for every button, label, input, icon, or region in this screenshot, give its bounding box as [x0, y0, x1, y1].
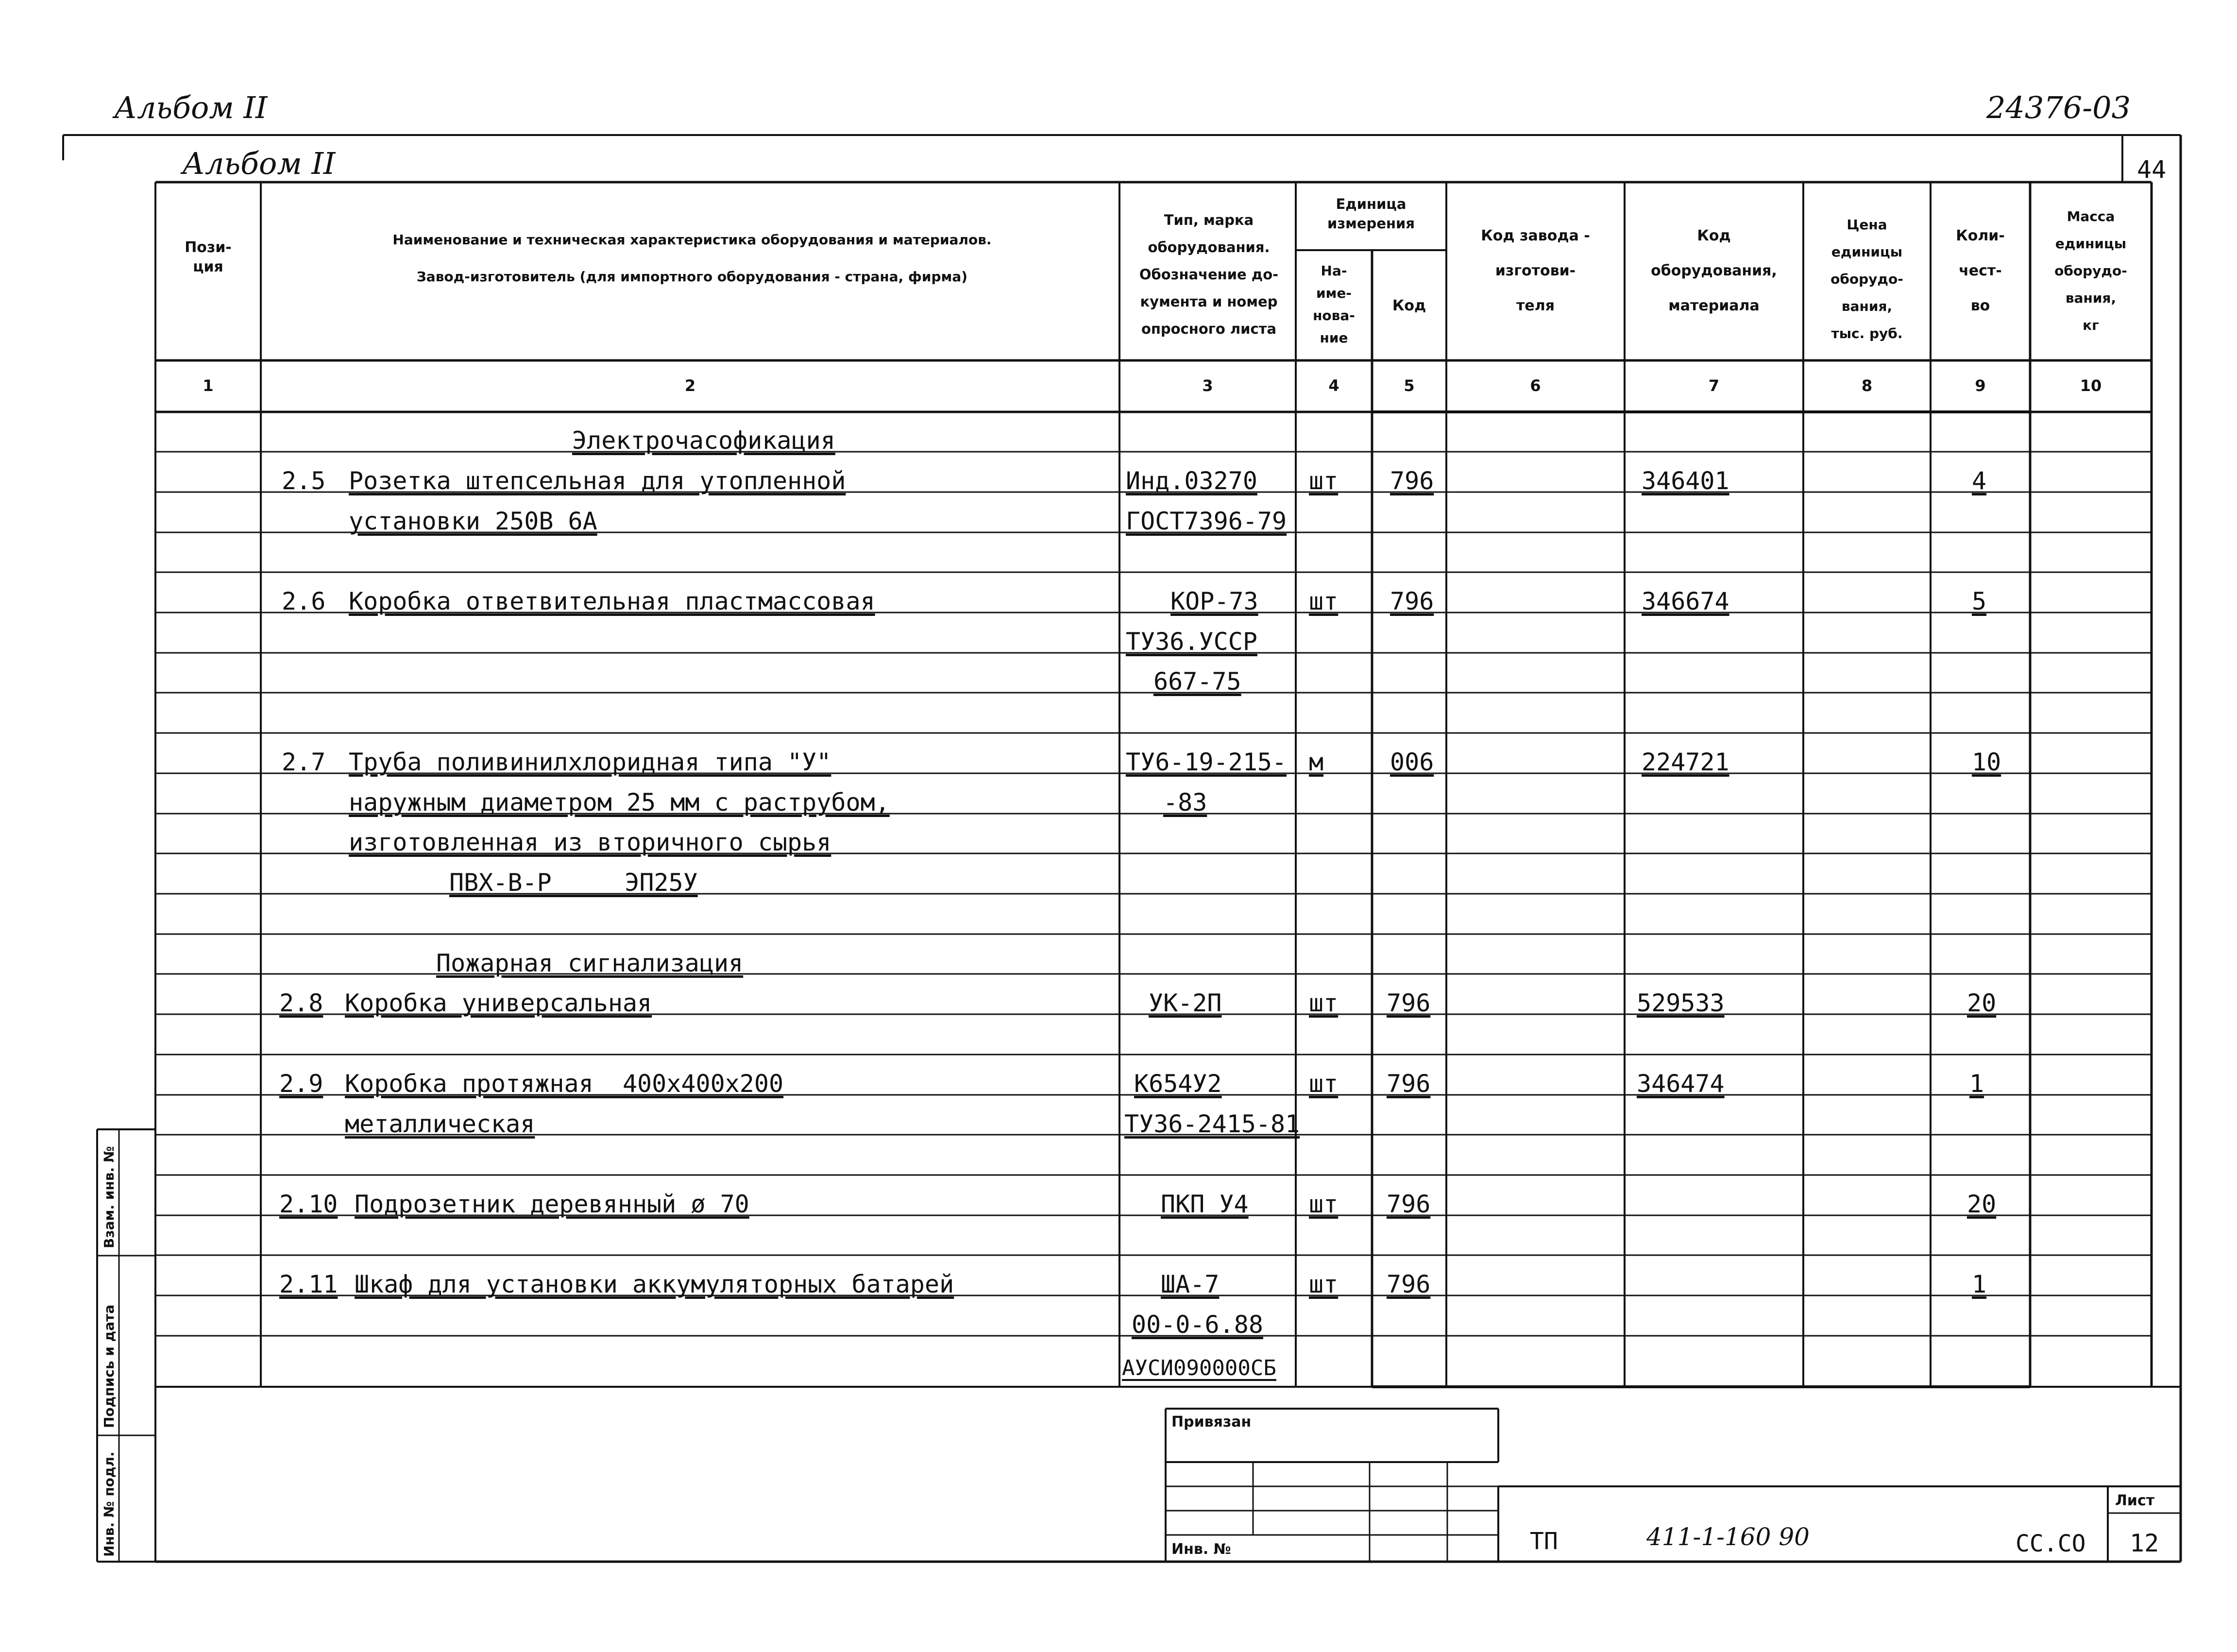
row-unit-code: 796: [1390, 587, 1434, 615]
page-number: 44: [2137, 155, 2167, 184]
col-header-unit-group: Единица измерения: [1327, 196, 1415, 232]
row-name: Подрозетник деревянный ø 70: [355, 1190, 749, 1218]
row-position: 2.6: [282, 587, 326, 615]
row-type: К654У2: [1134, 1070, 1222, 1098]
col-num-10: 10: [2080, 376, 2102, 395]
row-position: 2.11: [279, 1270, 338, 1298]
side-stamp-replace-inv: Взам. инв. №: [101, 1146, 117, 1248]
row-name: изготовленная из вторичного сырья: [349, 828, 831, 856]
row-unit-code: 796: [1387, 989, 1431, 1017]
row-unit: шт: [1309, 467, 1339, 495]
row-type: -83: [1163, 788, 1207, 817]
row-unit-code: 796: [1387, 1190, 1431, 1218]
row-name: установки 250В 6А: [349, 507, 597, 535]
title-block-sheet-label: Лист: [2115, 1492, 2155, 1509]
row-unit: шт: [1309, 1070, 1339, 1098]
col-num-1: 1: [203, 376, 214, 395]
col-header-unit-code: Код: [1392, 297, 1426, 314]
row-type: 667-75: [1153, 667, 1241, 696]
row-unit-code: 796: [1390, 467, 1434, 495]
row-type: ТУ6-19-215-: [1126, 748, 1287, 776]
section-title: Электрочасофикация: [572, 426, 835, 455]
row-material-code: 346674: [1642, 587, 1729, 615]
col-num-9: 9: [1975, 376, 1986, 395]
row-unit: м: [1309, 748, 1324, 776]
row-position: 2.10: [279, 1190, 338, 1218]
col-header-material-code: Код оборудования, материала: [1651, 227, 1777, 314]
col-header-unit-name: На- име- нова- ние: [1313, 263, 1355, 346]
col-num-3: 3: [1202, 376, 1213, 395]
col-num-4: 4: [1328, 376, 1339, 395]
row-type: УК-2П: [1149, 989, 1222, 1017]
row-name: Коробка ответвительная пластмассовая: [349, 587, 875, 615]
col-num-6: 6: [1530, 376, 1541, 395]
col-num-5: 5: [1404, 376, 1415, 395]
row-type: ТУ36.УССР: [1126, 628, 1257, 656]
row-position: 2.8: [279, 989, 323, 1017]
row-type: Инд.03270: [1126, 467, 1257, 495]
row-type: КОР-73: [1170, 587, 1258, 615]
col-header-type: Тип, марка оборудования. Обозначение до- кумента и номер опросного листа: [1139, 212, 1279, 337]
row-type: ША-7: [1161, 1270, 1220, 1298]
row-quantity: 4: [1972, 467, 1987, 495]
row-material-code: 224721: [1642, 748, 1729, 776]
title-block-attached: Привязан: [1171, 1414, 1252, 1431]
title-block-project-number: 411-1-160 90: [1646, 1523, 1810, 1551]
row-material-code: 346401: [1642, 467, 1729, 495]
title-block-sheet-number: 12: [2130, 1529, 2159, 1557]
row-quantity: 20: [1967, 989, 1997, 1017]
row-name: Розетка штепсельная для утопленной: [349, 467, 846, 495]
section-title: Пожарная сигнализация: [436, 949, 744, 977]
row-unit: шт: [1309, 989, 1339, 1017]
album-label-top: Альбом II: [114, 90, 268, 125]
row-position: 2.9: [279, 1070, 323, 1098]
side-stamp-signature-date: Подпись и дата: [101, 1304, 117, 1428]
col-num-2: 2: [684, 376, 696, 395]
col-num-7: 7: [1708, 376, 1720, 395]
row-name: наружным диаметром 25 мм с раструбом,: [349, 788, 890, 817]
title-block-tp: ТП: [1530, 1528, 1558, 1555]
row-unit-code: 796: [1387, 1270, 1431, 1298]
row-unit: шт: [1309, 587, 1339, 615]
row-type: ГОСТ7396-79: [1126, 507, 1287, 535]
row-quantity: 10: [1972, 748, 2001, 776]
row-type: АУСИ090000СБ: [1122, 1356, 1276, 1380]
title-block-mark: СС.СО: [2016, 1530, 2086, 1557]
col-header-quantity: Коли- чест- во: [1956, 227, 2005, 314]
row-unit: шт: [1309, 1270, 1339, 1298]
row-material-code: 346474: [1637, 1070, 1725, 1098]
row-position: 2.7: [282, 748, 326, 776]
row-quantity: 1: [1972, 1270, 1987, 1298]
row-name: Коробка протяжная 400х400х200: [345, 1070, 784, 1098]
row-unit-code: 796: [1387, 1070, 1431, 1098]
col-header-name: Наименование и техническая характеристика оборудования и материалов. Завод-изготовитель (для импортного оборудования - страна, фирма): [392, 232, 992, 285]
row-name: Шкаф для установки аккумуляторных батарей: [355, 1270, 954, 1298]
row-quantity: 20: [1967, 1190, 1997, 1218]
row-type: 00-0-6.88: [1132, 1311, 1263, 1339]
row-name: Коробка универсальная: [345, 989, 652, 1017]
album-label-inner: Альбом II: [182, 146, 336, 181]
col-header-price: Цена единицы оборудо- вания, тыс. руб.: [1830, 217, 1903, 341]
title-block-inv-no: Инв. №: [1171, 1541, 1231, 1558]
col-header-position: Пози- ция: [185, 239, 232, 275]
col-header-factory-code: Код завода - изготови- теля: [1481, 227, 1590, 314]
row-type: ТУ36-2415-81: [1124, 1110, 1300, 1138]
row-quantity: 1: [1969, 1070, 1984, 1098]
col-header-mass: Масса единицы оборудо- вания, кг: [2054, 208, 2127, 333]
row-position: 2.5: [282, 467, 326, 495]
row-type: ПКП У4: [1161, 1190, 1249, 1218]
document-number: 24376-03: [1986, 90, 2131, 125]
col-num-8: 8: [1861, 376, 1873, 395]
row-name: ПВХ-В-Р ЭП25У: [449, 869, 698, 897]
row-material-code: 529533: [1637, 989, 1725, 1017]
row-name: металлическая: [345, 1110, 535, 1138]
row-unit: шт: [1309, 1190, 1339, 1218]
row-name: Труба поливинилхлоридная типа "У": [349, 748, 831, 776]
side-stamp-inv-original: Инв. № подл.: [101, 1451, 117, 1557]
row-unit-code: 006: [1390, 748, 1434, 776]
row-quantity: 5: [1972, 587, 1987, 615]
